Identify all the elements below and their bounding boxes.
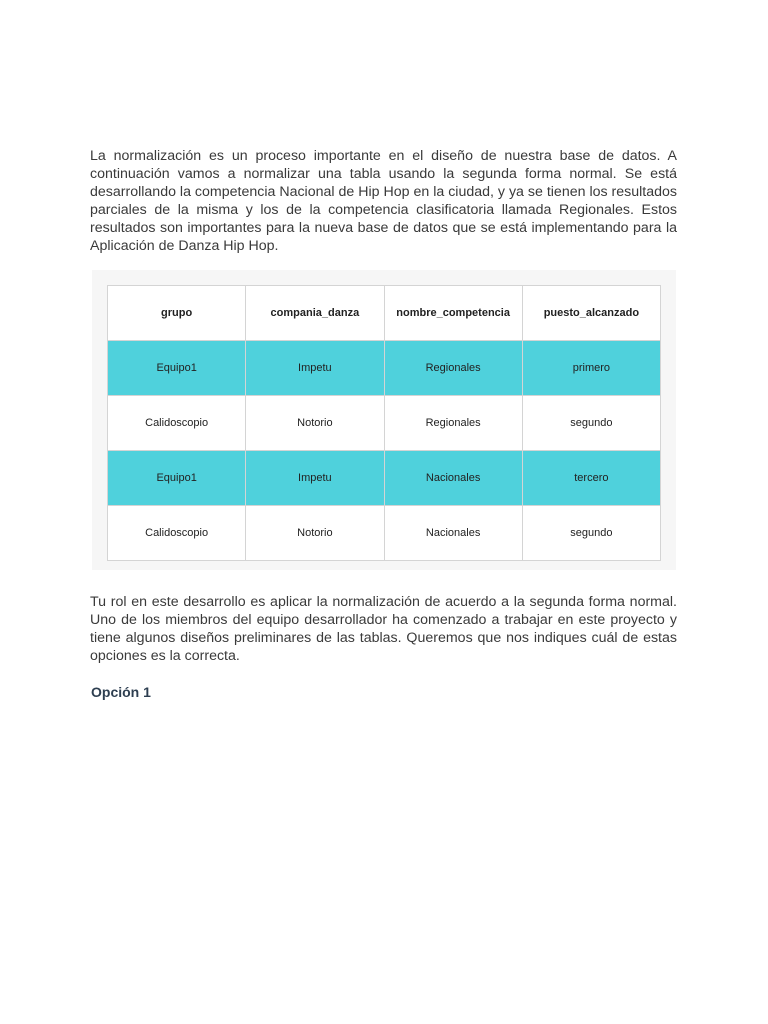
- cell-nombre-competencia: Nacionales: [384, 451, 522, 506]
- table-row: [108, 341, 661, 396]
- cell-grupo: Equipo1: [108, 451, 246, 506]
- table-row: [108, 506, 661, 561]
- table-image: [92, 270, 676, 570]
- cell-compania-danza: Impetu: [246, 341, 384, 396]
- cell-nombre-competencia: Regionales: [384, 341, 522, 396]
- cell-puesto-alcanzado: tercero: [522, 451, 660, 506]
- results-table: [107, 285, 661, 561]
- header-grupo: grupo: [108, 286, 246, 341]
- cell-compania-danza: Notorio: [246, 506, 384, 561]
- cell-puesto-alcanzado: segundo: [522, 506, 660, 561]
- table-row: [108, 396, 661, 451]
- table-row: [108, 451, 661, 506]
- cell-grupo: Calidoscopio: [108, 506, 246, 561]
- table-header-row: [108, 286, 661, 341]
- option-heading: Opción 1: [91, 684, 151, 700]
- header-compania-danza: compania_danza: [246, 286, 384, 341]
- header-puesto-alcanzado: puesto_alcanzado: [522, 286, 660, 341]
- cell-grupo: Equipo1: [108, 341, 246, 396]
- cell-puesto-alcanzado: segundo: [522, 396, 660, 451]
- intro-paragraph: La normalización es un proceso importante en el diseño de nuestra base de datos. A continuación vamos a normalizar una tabla usando la segunda forma normal. Se está desarrollando la competencia Nacional de Hip Hop en la ciudad, y ya se tienen los resultados parciales de la misma y los de la competencia clasificatoria llamada Regionales. Estos resultados son importantes para la nueva base de datos que se está implementando para la Aplicación de Danza Hip Hop.: [90, 148, 677, 254]
- cell-grupo: Calidoscopio: [108, 396, 246, 451]
- cell-puesto-alcanzado: primero: [522, 341, 660, 396]
- header-nombre-competencia: nombre_competencia: [384, 286, 522, 341]
- cell-nombre-competencia: Regionales: [384, 396, 522, 451]
- cell-nombre-competencia: Nacionales: [384, 506, 522, 561]
- cell-compania-danza: Notorio: [246, 396, 384, 451]
- cell-compania-danza: Impetu: [246, 451, 384, 506]
- rol-paragraph: Tu rol en este desarrollo es aplicar la normalización de acuerdo a la segunda forma normal. Uno de los miembros del equipo desarrollador ha comenzado a trabajar en este proyecto y tiene algunos diseños preliminares de las tablas. Queremos que nos indiques cuál de estas opciones es la correcta.: [90, 594, 677, 664]
